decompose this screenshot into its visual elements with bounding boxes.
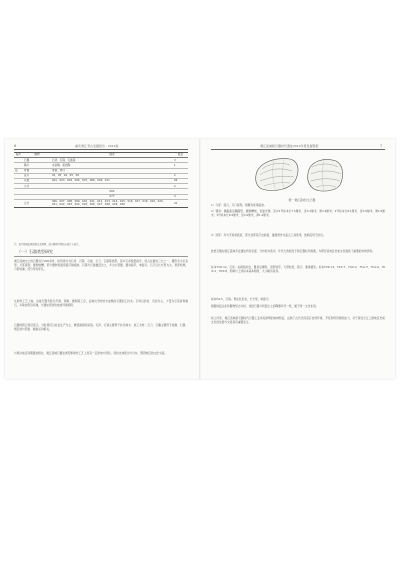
table-cell: 077: [51, 194, 173, 199]
body-paragraph: 1）刃部：弧刃，刃口锋利，两侧有使用痕迹。: [211, 203, 267, 207]
table-cell: 骨锥、骨针: [51, 168, 173, 173]
table-cell: 层: [14, 168, 23, 173]
section-rule: [14, 256, 188, 257]
body-paragraph: 与周边地区同期遗址相比，渠江流域石器在类型和制作工艺上具有一定的地方特色，同时也体现出与川东、鄂西地区的文化交流。: [14, 351, 168, 355]
left-page-number: 6: [14, 144, 17, 148]
body-paragraph: 石器的组合特征显示，当时居民以农业生产为主，兼营渔猎和采集。石斧、石锛主要用于砍伐树木、加工木材；石刀、石镰主要用于收割；石镞、网坠则与狩猎、捕鱼活动相关。: [14, 323, 188, 332]
body-paragraph: 综上所述，渠江流域新石器时代石器工业具有鲜明的地域特征，反映了古代先民适应自然环境、开发利用资源的能力，对于探讨长江上游地区史前文化的发展与交流具有重要意义。: [211, 316, 385, 325]
table-cell: 001、003、004、006、007、008、009、011: [51, 178, 173, 183]
data-table: [14, 152, 188, 208]
table-note: 注：表中数据依据发掘记录整理，部分器物因残损未能计入统计。: [14, 243, 81, 246]
table-cell: 26: [173, 178, 188, 183]
table-cell: 石器: [23, 158, 51, 163]
table-cell: 陶片: [23, 163, 51, 168]
section-title: （一）石器类型研究: [17, 249, 53, 254]
body-paragraph: 从制作工艺上看，这批石器多经过打制、琢制、磨制等工序，反映出当时较为成熟的石器加工技术。石料以砂岩、页岩为主，少量为石英岩和燧石，多取自附近河滩，与遗址周边的地质环境相符。: [14, 299, 188, 308]
left-page: [5, 139, 197, 379]
body-paragraph: 2）器身：横截面呈椭圆形，磨制精细，表面光滑。其中1号标本长7.5厘米、宽3.2厘米、厚1.6厘米；2号标本长8.1厘米、宽3.6厘米、厚1.8厘米；3号标本长6.9厘米、宽2.9厘米、厚1.4厘米。: [211, 209, 385, 218]
table-cell: 瓷片: [23, 173, 51, 178]
book-gutter: [199, 139, 201, 379]
book-spread: [5, 139, 395, 379]
table-cell: 夹砂陶、泥质陶: [51, 163, 173, 168]
table-cell: 1: [173, 163, 188, 168]
right-header-rule: [211, 149, 385, 150]
stone-tool-drawing-right: [308, 158, 343, 191]
table-header-cell: 器物: [23, 153, 51, 158]
right-page: [202, 139, 394, 379]
table-cell: 石斧、石锛、石凿等: [51, 158, 173, 163]
body-paragraph: 标本T3④:12，石斧。灰褐色砂岩，器身呈梯形，顶部较窄，刃部较宽，弧刃，通体磨光。标本T3④:15、T4③:7、T4③:9、T5②:3、T5②:6、T6③:2、T6③:8，形制与上述标本基本相同，大小略有差异。: [211, 265, 385, 274]
left-running-head: 重庆渠江考古发掘报告 · 2012卷: [75, 144, 119, 148]
body-paragraph: 3）顶部：多为平顶或弧顶，部分顶部有打击疤痕，推测曾作为复合工具使用，装柄后用于砍伐。: [211, 233, 326, 237]
stone-tool-drawing-left: [256, 159, 298, 191]
table-cell: [14, 199, 23, 208]
table-cell: 小计: [23, 184, 51, 189]
table-cell: 2: [173, 184, 188, 189]
table-cell: 其他: [23, 178, 51, 183]
table-header-cell: 数量: [173, 153, 188, 158]
table-cell: 骨器: [23, 168, 51, 173]
right-page-number: 7: [380, 144, 383, 148]
table-cell: 41: [173, 199, 188, 208]
table-cell: 4: [173, 194, 188, 199]
table-cell: 082: [51, 189, 173, 194]
table-cell: 006、007、008、009、010、011、012、013、014、015、016、017、018、019、020、021、022、023、024、025、026、027、028、029、030: [51, 199, 173, 208]
table-header-cell: 编号: [15, 153, 22, 157]
figure-caption: 图一 渠江流域出土石器: [288, 199, 316, 202]
body-paragraph: 标本H2:5，石锛。青灰色页岩，长方形，单面刃。: [211, 297, 272, 301]
body-paragraph: 根据地层关系和器物形态分析，该批石器与同层出土的陶器年代一致，属于同一文化系统。: [211, 304, 319, 308]
table-row: [14, 199, 188, 208]
table-cell: 2: [173, 173, 188, 178]
left-header-rule: [14, 149, 188, 150]
table-cell: 3: [173, 158, 188, 163]
table-cell: 02、03、04、05、09: [51, 173, 173, 178]
table-header-cell: 描述: [51, 153, 173, 158]
table-cell: 合计: [23, 199, 51, 208]
body-paragraph: 渠江流域出土的石器共计200余件，按用途分为石斧、石锛、石凿、石刀、石镞等类型。其中石斧数量最多，约占总数的三分之一，器形多为长条形，刃部锋利，磨制较精，部分器物表面保留打制痕迹。石锛与石凿数量次之，多为小型器，器身扁平，单面刃。石刀以长方形为主，背部较厚，刃部较薄，部分带有穿孔。: [14, 259, 188, 272]
artifact-illustration: [250, 153, 348, 197]
body-paragraph: 此类石器在渠江流域多处遗址均有发现，分布较为集中，年代大致相当于新石器时代晚期，为研究该地区史前文化提供了重要的实物资料。: [211, 249, 375, 253]
right-running-head: 渠江流域新石器时代遗址2012年度发掘简报: [260, 144, 319, 148]
